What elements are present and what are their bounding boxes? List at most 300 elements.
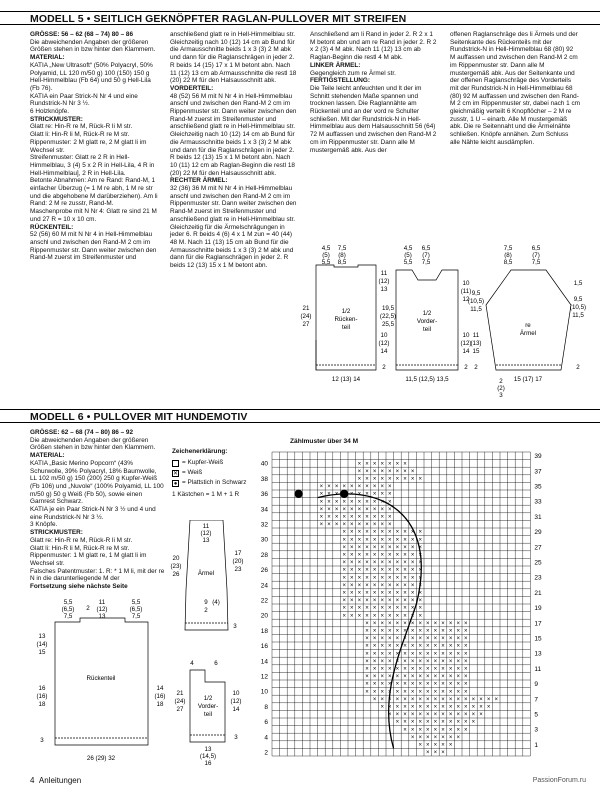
sleeve-width: 15 (17) 17	[513, 376, 543, 383]
sleeve6-w1: 9	[204, 599, 208, 606]
para: FERTIGSTELLUNG:	[310, 77, 370, 85]
row-label-left: 14	[260, 658, 268, 666]
chart-cell-x: ×	[327, 514, 331, 521]
row-label-left: 28	[260, 551, 268, 559]
chart-cell-x: ×	[380, 582, 384, 589]
chart-cell-x: ×	[448, 689, 453, 696]
para: Die Teile leicht anfeuchten und lt der im Schnitt stehenden Maße spannen und trocknen lassen. Die Raglannähte am Rückenteil und an der vord re Schulter schließen. Mit der Rundstrick-N in Hell-Himmelblau aus dem Halsausschnitt 56 (64) 72 M auffassen und zwischen den Rand-M 2 cm im Rippenmuster str. Dann alle M mustergemäß abk. Aus der	[310, 84, 437, 154]
chart-cell-x: ×	[365, 468, 369, 475]
chart-cell-x: ×	[395, 598, 400, 605]
front6-b1: 10	[232, 690, 240, 697]
chart-cell-x: ×	[410, 575, 415, 582]
row-label-right: 29	[534, 529, 542, 537]
chart-cell-x: ×	[372, 681, 377, 688]
chart-cell-x: ×	[380, 537, 384, 544]
chart-cell-x: ×	[456, 674, 460, 681]
para: Glatt re: Hin-R re M, Rück-R li M str.	[30, 123, 133, 131]
chart-cell-x: ×	[410, 712, 415, 719]
chart-cell-x: ×	[342, 582, 346, 589]
front6-x: 4	[190, 660, 194, 667]
chart-cell-x: ×	[426, 666, 430, 673]
chart-cell-x: ×	[433, 704, 438, 711]
chart-cell-x: ×	[403, 476, 407, 483]
chart-cell-x: ×	[426, 658, 430, 665]
chart-cell-x: ×	[418, 552, 422, 559]
chart-cell-x: ×	[403, 696, 407, 703]
chart-cell-x: ×	[410, 567, 415, 574]
chart-cell-x: ×	[380, 529, 384, 536]
chart-cell-x: ×	[464, 704, 468, 711]
chart-cell-x: ×	[464, 712, 468, 719]
chart-cell-x: ×	[380, 651, 384, 658]
chart-cell-x: ×	[471, 712, 476, 719]
back6-b1: 16	[38, 685, 46, 692]
row-label-right: 15	[534, 635, 542, 643]
chart-cell-x: ×	[372, 636, 377, 643]
chart-cell-x: ×	[388, 468, 392, 475]
chart-cell-x: ×	[388, 590, 392, 597]
chart-cell-x: ×	[372, 689, 377, 696]
front-b3: 14	[462, 348, 470, 355]
row-label-left: 30	[260, 536, 268, 544]
back-n1: 4,5	[321, 245, 331, 252]
chart-cell-x: ×	[365, 689, 369, 696]
chart-cell-x: ×	[334, 506, 339, 513]
legend-note: 1 Kästchen = 1 M + 1 R	[172, 491, 240, 498]
chart-cell-x: ×	[357, 605, 362, 612]
sleeve-t5: (7)	[532, 252, 540, 259]
chart-cell-x: ×	[456, 658, 460, 665]
chart-cell-x: ×	[448, 727, 453, 734]
sleeve6-s3: 13	[202, 537, 210, 544]
chart-cell-x: ×	[372, 567, 377, 574]
para: MATERIAL:	[30, 54, 65, 62]
chart-cell-x: ×	[365, 582, 369, 589]
chart-cell-x: ×	[418, 681, 422, 688]
front6-h3: 27	[176, 706, 184, 713]
chart-cell-x: ×	[357, 468, 362, 475]
back6-b3: 18	[38, 701, 46, 708]
chart-cell-x: ×	[441, 719, 445, 726]
back-rib: 2	[382, 364, 386, 371]
chart-cell-x: ×	[464, 651, 468, 658]
chart-cell-x: ×	[365, 628, 369, 635]
chart-cell-x: ×	[418, 605, 422, 612]
chart-cell-x: ×	[395, 666, 400, 673]
chart-cell-x: ×	[448, 620, 453, 627]
chart-cell-x: ×	[380, 689, 384, 696]
chart-cell-x: ×	[433, 643, 438, 650]
chart-cell-x: ×	[365, 567, 369, 574]
back6-n3: 7,5	[63, 613, 73, 620]
chart-cell-x: ×	[388, 605, 392, 612]
chart-cell-x: ×	[365, 620, 369, 627]
chart-cell-x: ×	[388, 681, 392, 688]
chart-cell-x: ×	[403, 605, 407, 612]
para: MATERIAL:	[30, 452, 65, 460]
front-n2: (5)	[404, 252, 412, 259]
chart-cell-x: ×	[395, 461, 400, 468]
chart-cell-x: ×	[426, 620, 430, 627]
chart-cell-x: ×	[448, 651, 453, 658]
chart-cell-x: ×	[372, 544, 377, 551]
chart-cell-x: ×	[388, 582, 392, 589]
chart-cell-x: ×	[464, 643, 468, 650]
chart-cell-x: ×	[456, 620, 460, 627]
chart-cell-x: ×	[464, 628, 468, 635]
chart-cell-x: ×	[418, 734, 422, 741]
chart-cell-x: ×	[350, 484, 354, 491]
page-number: 4	[30, 776, 35, 785]
back-h3: 27	[302, 321, 310, 328]
chart-cell-x: ×	[395, 719, 400, 726]
chart-cell-x: ×	[410, 658, 415, 665]
chart-cell-x: ×	[464, 719, 468, 726]
front-top1: 6,5	[421, 245, 431, 252]
legend-item-2: = Weiß	[182, 469, 203, 476]
para: 3 Knöpfe.	[30, 521, 58, 529]
back6-rib: 3	[40, 737, 44, 744]
chart-cell-x: ×	[403, 689, 407, 696]
back-top3: 8,5	[337, 259, 347, 266]
chart-cell-x: ×	[350, 514, 354, 521]
chart-cell-x: ×	[410, 605, 415, 612]
back-top1: 7,5	[337, 245, 347, 252]
chart-cell-x: ×	[418, 696, 422, 703]
chart-cell-x: ×	[464, 620, 468, 627]
chart-cell-x: ×	[327, 491, 331, 498]
para: Glatt li: Hin-R li M, Rück-R re M str.	[30, 544, 130, 552]
chart-cell-x: ×	[372, 484, 377, 491]
chart-cell-x: ×	[448, 719, 453, 726]
chart-cell-x: ×	[395, 620, 400, 627]
chart-cell-x: ×	[426, 681, 430, 688]
chart-cell-x: ×	[410, 582, 415, 589]
chart-cell-x: ×	[418, 476, 422, 483]
back-n3: 5,5	[321, 259, 331, 266]
para: 32 (36) 36 M mit N Nr 4 in Hell-Himmelblau anschl und zwischen den Rand-M 2 cm im Rippenmuster str. Dann weiter zwischen den Rand-M zuerst im Streifenmuster und anschließend glatt re in Hell-Himmelblau str. Gleichzeitig für die Ärmelschrägungen in jeder 6. R beids 4 (6) 4 x 1 M zun = 40 (44) 48 M. Nach 11 (13) 15 cm ab Bund für die Armausschnitte beids 1 x 3 (3) 2 M abk und dann für die Raglanschrägen in jeder 2. R beids 12 (13) 15 x 1 M betont abn.	[170, 185, 297, 270]
chart-cell-x: ×	[388, 658, 392, 665]
chart-cell-x: ×	[380, 491, 384, 498]
chart-cell-x: ×	[380, 468, 384, 475]
chart-cell-x: ×	[441, 620, 445, 627]
chart-cell-x: ×	[426, 628, 430, 635]
back-n2: (5)	[322, 252, 330, 259]
chart-cell-x: ×	[395, 681, 400, 688]
back-width: 12 (13) 14	[331, 376, 361, 383]
chart-cell-x: ×	[410, 696, 415, 703]
chart-cell-x: ×	[464, 658, 468, 665]
chart-cell-x: ×	[350, 598, 354, 605]
legend-box-copper	[172, 460, 179, 467]
chart-cell-x: ×	[403, 468, 407, 475]
chart-cell-x: ×	[471, 704, 476, 711]
chart-cell-x: ×	[471, 719, 476, 726]
chart-cell-x: ×	[410, 674, 415, 681]
chart-cell-x: ×	[464, 696, 468, 703]
chart-cell-x: ×	[395, 636, 400, 643]
chart-cell-x: ×	[418, 575, 422, 582]
chart-cell-x: ×	[395, 712, 400, 719]
chart-cell-x: ×	[410, 689, 415, 696]
chart-cell-x: ×	[410, 552, 415, 559]
chart-cell-x: ×	[448, 658, 453, 665]
chart-cell-x: ×	[448, 666, 453, 673]
chart-cell-x: ×	[410, 666, 415, 673]
row-label-left: 24	[260, 582, 268, 590]
chart-cell-x: ×	[372, 605, 377, 612]
chart-cell-x: ×	[388, 529, 392, 536]
chart-cell-x: ×	[365, 522, 369, 529]
chart-cell-x: ×	[441, 658, 445, 665]
chart-cell-x: ×	[350, 567, 354, 574]
page-footer	[30, 776, 81, 785]
chart-cell-x: ×	[464, 666, 468, 673]
chart-cell-x: ×	[403, 666, 407, 673]
chart-cell-x: ×	[380, 484, 384, 491]
chart-cell-x: ×	[388, 620, 392, 627]
chart-cell-x: ×	[380, 620, 384, 627]
front-top3: 7,5	[421, 259, 431, 266]
para: RECHTER ÄRMEL:	[170, 177, 228, 185]
para: KATIA je ein Paar Strick-N Nr 3 ½ und 4 und eine Rundstrick-N Nr 3 ½.	[30, 506, 156, 521]
chart-cell-x: ×	[357, 590, 362, 597]
chart-cell-x: ×	[418, 628, 422, 635]
para: Gegengleich zum re Ärmel str.	[310, 69, 396, 77]
front6-w3: 16	[204, 760, 212, 767]
chart-cell-x: ×	[403, 544, 407, 551]
row-label-left: 2	[264, 749, 268, 757]
chart-cell-x: ×	[388, 696, 392, 703]
chart-cell-x: ×	[426, 696, 430, 703]
model5-title: MODELL 5 • SEITLICH GEKNÖPFTER RAGLAN-PULLOVER MIT STREIFEN	[0, 11, 600, 25]
chart-cell-x: ×	[410, 704, 415, 711]
chart-cell-x: ×	[426, 643, 430, 650]
chart-cell-x: ×	[403, 651, 407, 658]
row-label-right: 19	[534, 605, 542, 613]
row-label-left: 32	[260, 521, 268, 529]
chart-cell-x: ×	[350, 544, 354, 551]
chart-cell-x: ×	[334, 514, 339, 521]
chart-cell-x: ×	[433, 734, 438, 741]
chart-cell-x: ×	[365, 666, 369, 673]
chart-cell-x: ×	[342, 506, 346, 513]
chart-cell-x: ×	[357, 560, 362, 567]
sleeve-t6: 7,5	[531, 259, 541, 266]
row-label-left: 36	[260, 491, 268, 499]
sleeve-c3: 3	[499, 392, 503, 399]
row-label-right: 7	[534, 696, 539, 704]
sleeve-s2: (10,5)	[467, 298, 485, 305]
chart-cell-x: ×	[433, 636, 438, 643]
chart-cell-x: ×	[380, 514, 384, 521]
back-arm2: (12)	[378, 278, 390, 285]
chart-cell-x: ×	[342, 484, 346, 491]
sleeve6-r3: 23	[234, 566, 242, 573]
row-label-right: 5	[534, 711, 539, 719]
chart-cell-x: ×	[372, 582, 377, 589]
model5-col1	[30, 31, 158, 262]
front6-h1: 21	[176, 690, 184, 697]
chart-cell-x: ×	[350, 613, 354, 620]
sleeve-top2: 9,5	[573, 296, 583, 303]
chart-cell-x: ×	[410, 468, 415, 475]
chart-cell-x: ×	[486, 704, 491, 711]
chart-cell-x: ×	[456, 696, 460, 703]
chart-cell-x: ×	[403, 719, 407, 726]
chart-cell-x: ×	[365, 674, 369, 681]
chart-cell-x: ×	[357, 598, 362, 605]
chart-cell-x: ×	[448, 712, 453, 719]
chart-cell-x: ×	[380, 613, 384, 620]
sleeve-arm2: (13)	[470, 340, 482, 347]
chart-cell-x: ×	[456, 636, 460, 643]
row-label-left: 6	[264, 719, 268, 727]
chart-cell-x: ×	[388, 506, 392, 513]
para: KATIA „Basic Merino Popcorn“ (43% Schurwolle, 39% Polyacryl, 18% Baumwolle, LL 102 m/50 g) 150 (200) 250 g Kupfer-Weiß (Fb 106) und „Nuvole“ (100% Polyamid, LL 100 m/50 g) 50 g Weiß (Fb 50), sowie einen Garnrest Schwarz.	[30, 459, 164, 506]
chart-cell-x: ×	[350, 552, 354, 559]
chart-cell-x: ×	[464, 727, 468, 734]
chart-cell-x: ×	[456, 651, 460, 658]
chart-cell-x: ×	[372, 613, 377, 620]
sleeve6-h1: 20	[172, 555, 180, 562]
para: Falsches Patentmuster: 1. R: * 1 M li, mit der re N in die darunterliegende M der	[30, 567, 165, 583]
chart-cell-x: ×	[334, 499, 339, 506]
front-b2: (12)	[460, 340, 472, 347]
row-label-left: 4	[264, 734, 268, 742]
chart-cell-x: ×	[403, 613, 407, 620]
chart-cell-x: ×	[365, 544, 369, 551]
chart-cell-x: ×	[433, 696, 438, 703]
chart-cell-x: ×	[410, 727, 415, 734]
chart-cell-x: ×	[418, 689, 422, 696]
chart-cell-x: ×	[372, 696, 377, 703]
chart-cell-x: ×	[365, 537, 369, 544]
chart-cell-x: ×	[350, 522, 354, 529]
chart-cell-x: ×	[380, 598, 384, 605]
chart-cell-x: ×	[388, 560, 392, 567]
chart-cell-x: ×	[418, 598, 422, 605]
chart-cell-x: ×	[433, 750, 438, 757]
chart-cell-x: ×	[456, 628, 460, 635]
sleeve6-s1: 11	[202, 523, 210, 530]
chart-cell-x: ×	[410, 476, 415, 483]
chart-cell-x: ×	[433, 620, 438, 627]
para: Anschließend am li Rand in jeder 2. R 2 x 1 M betont abn und am re Rand in jeder 2. R 2 x 2 (3) 4 M abk. Nach 11 (12) 13 cm ab Raglan-Beginn die restl 4 M abk.	[310, 31, 437, 62]
chart-cell-x: ×	[395, 628, 400, 635]
chart-cell-x: ×	[418, 590, 422, 597]
chart-cell-x: ×	[418, 613, 422, 620]
chart-cell-x: ×	[410, 719, 415, 726]
chart-cell-x: ×	[441, 750, 445, 757]
chart-cell-x: ×	[441, 704, 445, 711]
chart-cell-x: ×	[372, 491, 377, 498]
sleeve-top4: 11,5	[572, 312, 584, 319]
legend-title: Zeichenerklärung:	[172, 448, 228, 455]
back-h2: (24)	[300, 313, 312, 320]
chart-cell-x: ×	[388, 674, 392, 681]
chart-cell-x: ×	[372, 552, 377, 559]
chart-cell-x: ×	[327, 499, 331, 506]
chart-cell-x: ×	[380, 681, 384, 688]
chart-cell-x: ×	[433, 651, 438, 658]
sleeve6-label: Ärmel	[197, 570, 215, 577]
chart-cell-x: ×	[372, 537, 377, 544]
chart-cell-x: ×	[418, 544, 422, 551]
chart-cell-x: ×	[448, 742, 453, 749]
back6-n1: 5,5	[63, 599, 73, 606]
chart-cell-x: ×	[448, 643, 453, 650]
chart-cell-x: ×	[418, 560, 422, 567]
sleeve-t1: 7,5	[503, 245, 513, 252]
row-label-right: 25	[534, 559, 542, 567]
chart-cell-x: ×	[403, 529, 407, 536]
chart-cell-x: ×	[380, 590, 384, 597]
row-label-right: 37	[534, 468, 542, 476]
back6-label: Rückenteil	[86, 675, 116, 682]
chart-cell-x: ×	[372, 522, 377, 529]
front6-top: 6	[214, 660, 218, 667]
front-b1: 10	[462, 332, 470, 339]
chart-cell-x: ×	[357, 514, 362, 521]
para: Rippenmuster: 1 M glatt re, 1 M glatt li im Wechsel str.	[30, 552, 147, 567]
row-label-left: 18	[260, 627, 268, 635]
chart-cell-x: ×	[365, 636, 369, 643]
sleeve-top: 1,5	[573, 280, 583, 287]
chart-cell-x: ×	[395, 567, 400, 574]
chart-cell-x: ×	[327, 506, 331, 513]
row-label-right: 39	[534, 453, 542, 461]
chart-cell-x: ×	[380, 522, 384, 529]
chart-cell-x: ×	[334, 522, 339, 529]
chart-cell-x: ×	[380, 704, 384, 711]
para: KATIA „New Ultrasoft“ (50% Polyacryl, 50% Polyamid, LL 120 m/50 g) 100 (150) 150 g Hell-Himmelblau (Fb 64) und 50 g Hell-Lila (Fb 76).	[30, 61, 153, 92]
chart-cell-x: ×	[464, 689, 468, 696]
chart-cell-x: ×	[357, 499, 362, 506]
chart-cell-x: ×	[372, 598, 377, 605]
row-label-right: 27	[534, 544, 542, 552]
row-label-left: 38	[260, 475, 268, 483]
para: STRICKMUSTER:	[30, 529, 83, 537]
front6-label1: 1/2	[203, 695, 213, 702]
para: Rippenmuster: 2 M glatt re, 2 M glatt li im Wechsel str.	[30, 138, 147, 154]
chart-cell-x: ×	[334, 484, 339, 491]
back-b1: 10	[380, 332, 388, 339]
chart-cell-x: ×	[319, 491, 324, 498]
chart-cell-x: ×	[372, 674, 377, 681]
chart-cell-x: ×	[327, 522, 331, 529]
sleeve6-s2: (12)	[200, 530, 212, 537]
chart-cell-x: ×	[403, 552, 407, 559]
para: Maschenprobe mit N Nr 4: Glatt re sind 21 M und 27 R = 10 x 10 cm.	[30, 208, 157, 223]
chart-cell-x: ×	[456, 727, 460, 734]
model6-schematics	[30, 520, 260, 770]
sleeve-top3: (10,5)	[569, 304, 586, 311]
legend-item-1: = Kupfer-Weiß	[182, 459, 224, 466]
front-h2: (22,5)	[379, 313, 397, 320]
front-rib: 2	[464, 364, 468, 371]
chart-cell-x: ×	[456, 643, 460, 650]
para: Glatt re: Hin-R re M, Rück-R li M str.	[30, 536, 133, 544]
chart-cell-x: ×	[448, 734, 453, 741]
back6-r1: 14	[156, 685, 164, 692]
chart-cell-x: ×	[365, 491, 369, 498]
sleeve-c2: (2)	[497, 385, 505, 392]
chart-cell-x: ×	[418, 704, 422, 711]
para: Betonte Abnahmen: Am re Rand: Rand-M, 1 einfacher Überzug (= 1 M re abh, 1 M re str und die abgehobene M darüberziehen). Am li Rand: 2 M re zusstr, Rand-M.	[30, 177, 158, 208]
chart-cell-x: ×	[372, 575, 377, 582]
model5-col2	[170, 31, 298, 270]
